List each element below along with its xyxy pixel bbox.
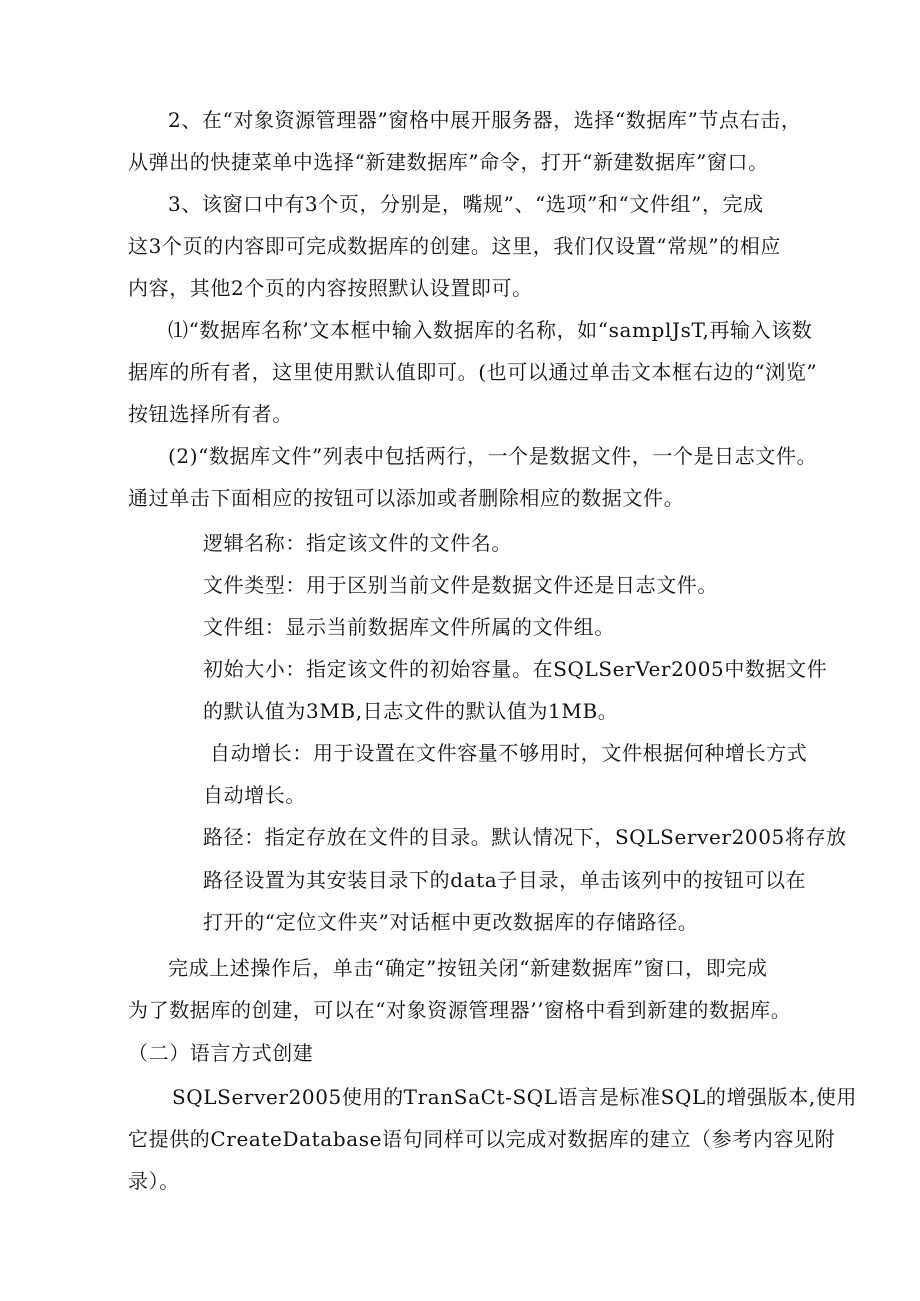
definition-path-line-2: 路径设置为其安装目录下的data子目录，单击该列中的按钮可以在	[203, 868, 807, 892]
definition-file-type: 文件类型：用于区别当前文件是数据文件还是日志文件。	[203, 573, 718, 597]
language-line-1: SQLServer2005使用的TranSaCt-SQL语言是标准SQL的增强版本,使用	[172, 1085, 858, 1109]
step3-line-1: 3、该窗口中有3个页，分别是，嘴规”、“选项”和“文件组”，完成	[168, 192, 764, 216]
definition-file-group: 文件组：显示当前数据库文件所属的文件组。	[203, 615, 615, 639]
item1-line-1: ⑴“数据库名称’文本框中输入数据库的名称，如“samplJsT,再输入该数	[168, 318, 813, 342]
definition-path-line-1: 路径：指定存放在文件的目录。默认情况下，SQLServer2005将存放	[203, 825, 847, 849]
item1-line-2: 据库的所有者，这里使用默认值即可。(也可以通过单击文本框右边的“浏览”	[128, 360, 818, 384]
definition-initial-size-line-2: 的默认值为3MB,日志文件的默认值为1MB。	[203, 699, 619, 723]
section-heading: （二）语言方式创建	[128, 1041, 314, 1065]
finish-line-1: 完成上述操作后，单击“确定”按钮关闭“新建数据库”窗口，即完成	[168, 956, 768, 980]
step2-line-1: 2、在“对象资源管理器”窗格中展开服务器，选择“数据库”节点右击，	[168, 108, 802, 132]
item1-line-3: 按钮选择所有者。	[128, 402, 293, 426]
definition-path-line-3: 打开的“定位文件夹”对话框中更改数据库的存储路径。	[203, 910, 699, 934]
definition-logical-name: 逻辑名称：指定该文件的文件名。	[203, 531, 512, 555]
definition-auto-growth-line-1: 自动增长：用于设置在文件容量不够用时，文件根据何种增长方式	[210, 741, 808, 765]
language-line-2: 它提供的CreateDatabase语句同样可以完成对数据库的建立（参考内容见附	[128, 1127, 836, 1151]
definition-initial-size-line-1: 初始大小：指定该文件的初始容量。在SQLSerVer2005中数据文件	[203, 657, 828, 681]
finish-line-2: 为了数据库的创建，可以在“对象资源管理器’’窗格中看到新建的数据库。	[128, 998, 792, 1022]
step3-line-3: 内容，其他2个页的内容按照默认设置即可。	[128, 276, 533, 300]
item2-line-2: 通过单击下面相应的按钮可以添加或者删除相应的数据文件。	[128, 486, 685, 510]
definition-auto-growth-line-2: 自动增长。	[203, 783, 306, 807]
item2-line-1: (2)“数据库文件”列表中包括两行，一个是数据文件，一个是日志文件。	[168, 444, 818, 468]
language-line-3: 录）。	[128, 1169, 180, 1193]
step3-line-2: 这3个页的内容即可完成数据库的创建。这里，我们仅设置“常规”的相应	[128, 234, 781, 258]
step2-line-2: 从弹出的快捷菜单中选择“新建数据库”命令，打开“新建数据库”窗口。	[128, 150, 769, 174]
